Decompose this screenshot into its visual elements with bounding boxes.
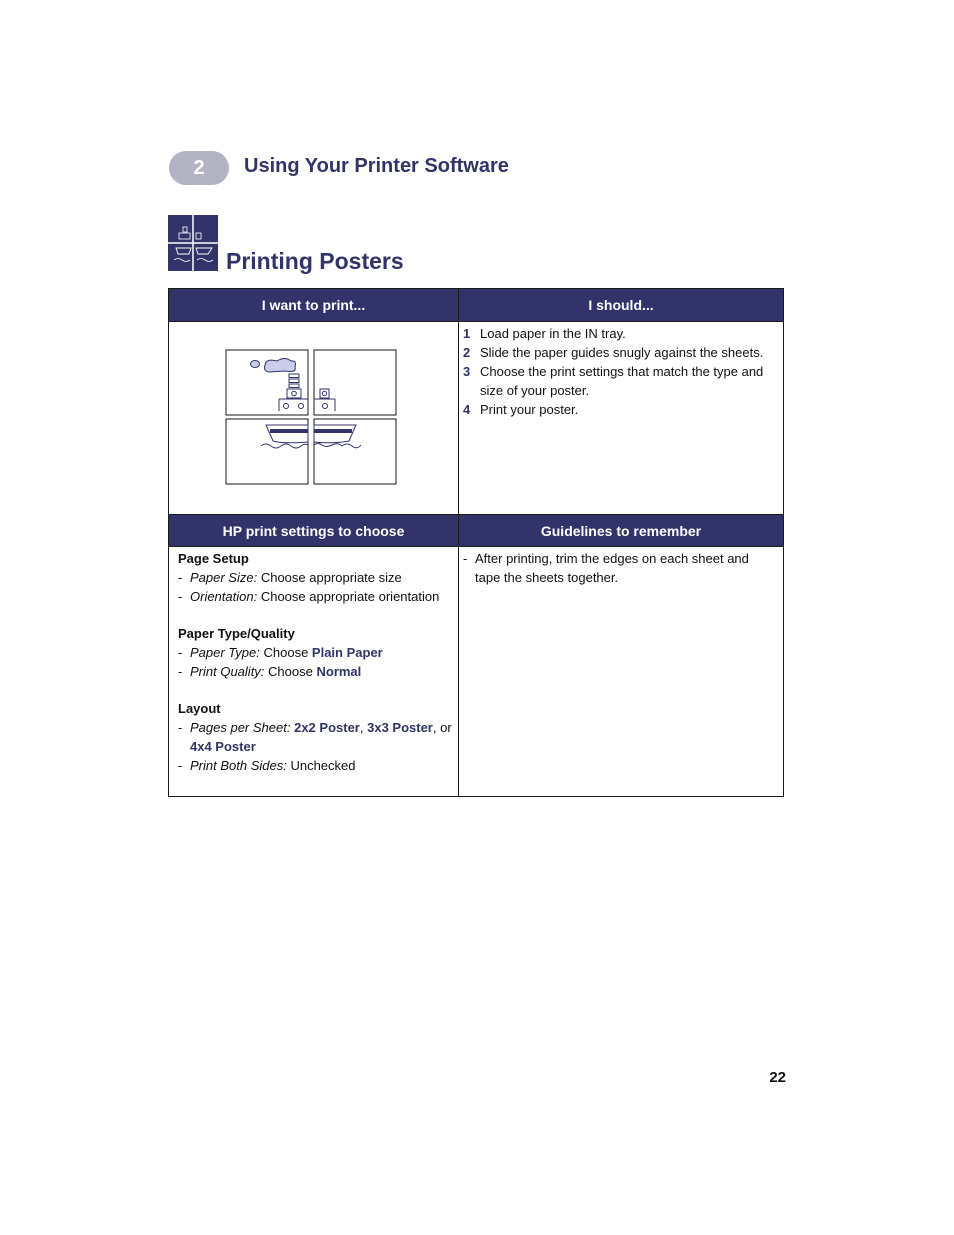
guidelines-list [463,549,777,587]
setting-label: Print Quality: [190,664,265,679]
setting-label: Paper Size: [190,570,258,585]
group-title-page-setup: Page Setup [178,551,249,566]
chapter-title: Using Your Printer Software [244,155,509,177]
header-i-should: I should... [459,289,783,321]
setting-label: Print Both Sides: [190,758,287,773]
print-settings-list [178,549,453,775]
step-number: 2 [463,345,471,360]
setting-value: Plain Paper [311,645,383,660]
row-divider [169,546,783,547]
setting-value: Choose appropriate orientation [260,589,440,604]
setting-separator: , or [432,720,452,735]
list-item [463,324,775,343]
step-text: Print your poster. [480,402,579,417]
section-title: Printing Posters [226,248,404,274]
setting-print-quality: - Print Quality: Choose Normal [178,664,362,679]
row-divider [169,321,783,322]
step-number: 3 [463,364,471,379]
header-hp-print-settings: HP print settings to choose [169,515,458,546]
step-number: 4 [463,402,471,417]
step-text: Slide the paper guides snugly against the sheets. [480,345,764,360]
bullet: - [463,551,468,566]
chapter-number-badge [169,151,229,185]
group-title-layout: Layout [178,701,221,716]
step-text: Choose the print settings that match the type and size of your poster. [480,364,764,398]
poster-illustration [225,349,397,485]
setting-orientation: - Orientation: Choose appropriate orientation [178,589,440,604]
list-item [463,362,775,400]
setting-value: Unchecked [290,758,356,773]
setting-option: 3x3 Poster [367,720,433,735]
header-guidelines: Guidelines to remember [459,515,783,546]
printing-posters-table [168,288,784,797]
setting-separator: , [359,720,364,735]
setting-pages-per-sheet: - Pages per Sheet: 2x2 Poster, 3x3 Poster, or 4x4 Poster [178,720,452,754]
setting-paper-size: - Paper Size: Choose appropriate size [178,570,402,585]
page-number: 22 [769,1069,786,1086]
ship-poster-icon [168,215,218,271]
step-text: Load paper in the IN tray. [480,326,626,341]
setting-value: Choose appropriate size [260,570,402,585]
setting-paper-type: - Paper Type: Choose Plain Paper [178,645,383,660]
chapter-number: 2 [193,156,205,179]
header-i-want-to-print: I want to print... [169,289,458,321]
column-divider [458,289,459,796]
setting-prefix: Choose [263,645,309,660]
steps-list [463,324,775,419]
step-number: 1 [463,326,471,341]
setting-option: 4x4 Poster [190,739,256,754]
guideline-text: After printing, trim the edges on each sheet and tape the sheets together. [475,551,749,585]
group-title-paper-type-quality: Paper Type/Quality [178,626,295,641]
setting-label: Pages per Sheet: [190,720,291,735]
setting-label: Orientation: [190,589,258,604]
list-item [463,400,775,419]
setting-print-both-sides: - Print Both Sides: Unchecked [178,758,356,773]
setting-label: Paper Type: [190,645,260,660]
setting-value: Normal [316,664,362,679]
setting-option: 2x2 Poster [294,720,360,735]
list-item [463,343,775,362]
list-item [463,549,777,587]
setting-prefix: Choose [268,664,313,679]
